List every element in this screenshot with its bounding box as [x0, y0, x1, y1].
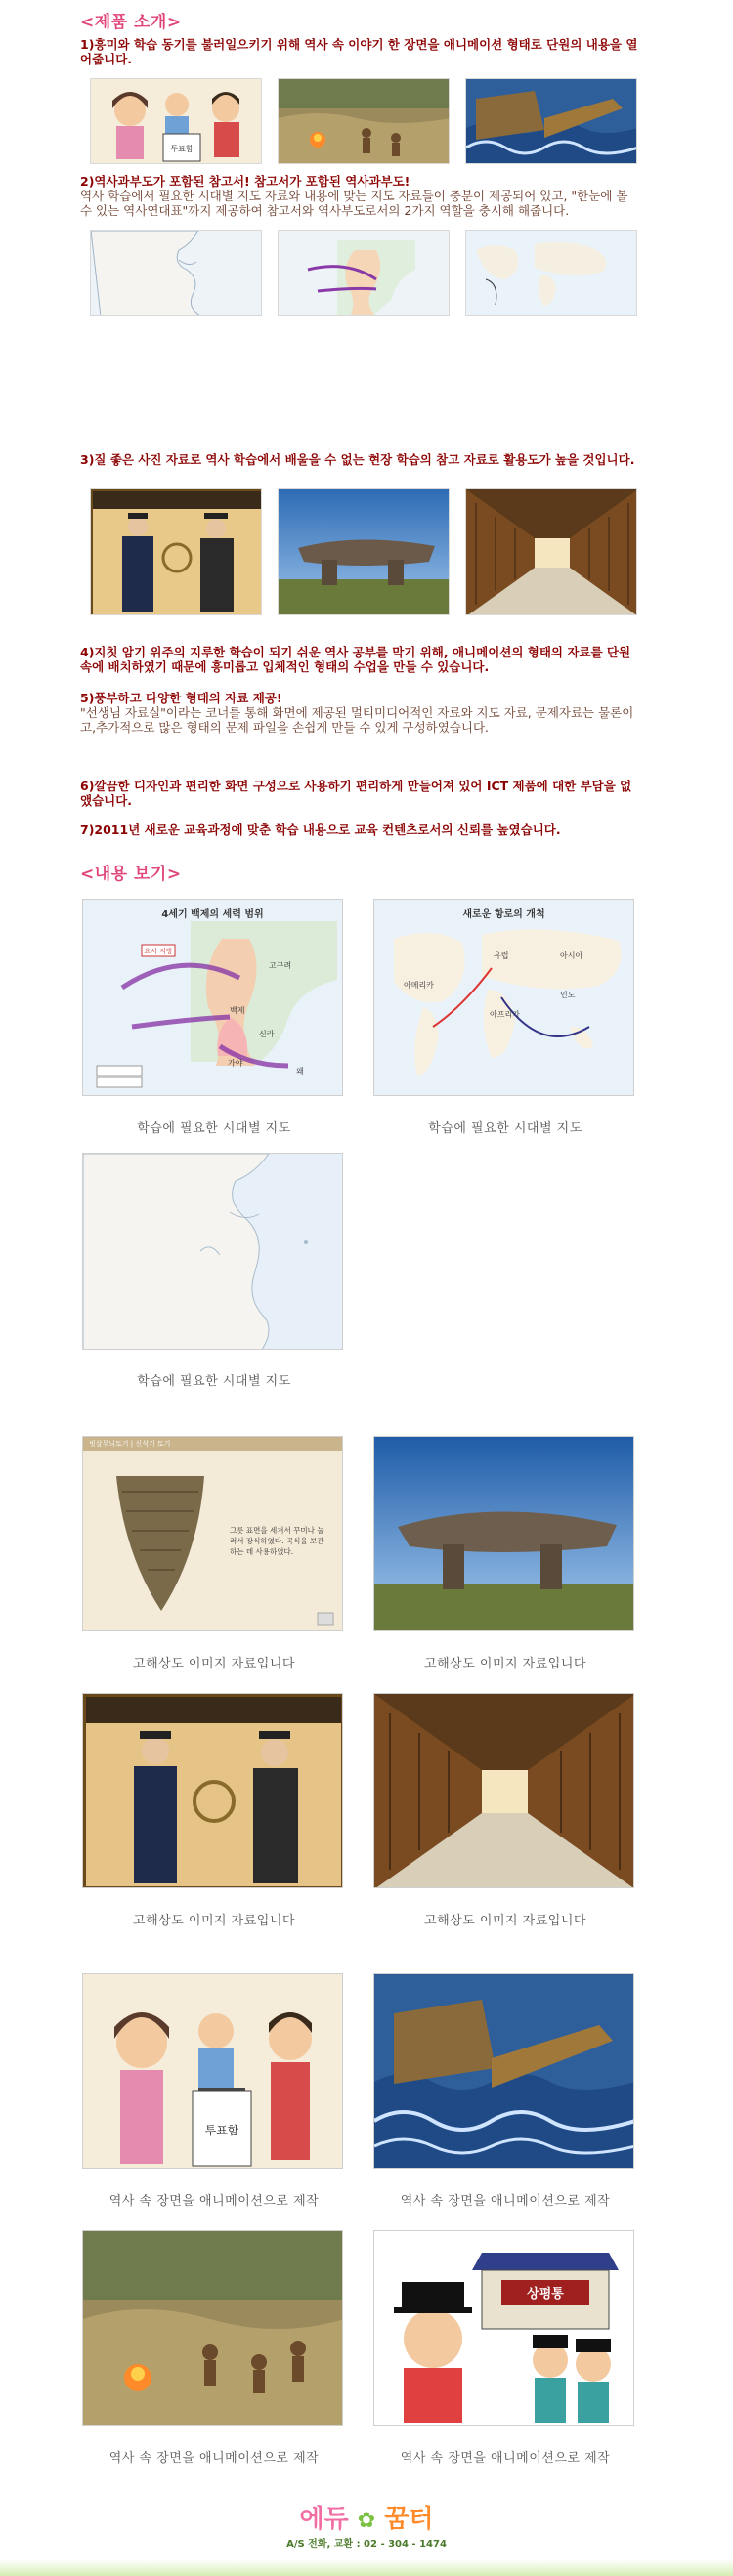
caption-anim-2: 역사 속 장면을 애니메이션으로 제작 [400, 2194, 611, 2209]
footer-logo [0, 2499, 733, 2535]
map2-label-asia: 아시아 [560, 951, 583, 960]
intro-paragraph-1: 1)흥미와 학습 동기를 불러일으키기 위해 역사 속 이야기 한 장면을 애니메이션 형태로 단원의 내용을 열어줍니다. [80, 37, 638, 66]
map1-label-wae: 왜 [296, 1067, 304, 1076]
map-world-title: 새로운 항로의 개척 [462, 909, 545, 920]
intro-paragraph-2-head: 2)역사과부도가 포함된 참고서! 참고서가 포함된 역사과부도! [80, 174, 410, 189]
intro-paragraph-2-body: 역사 학습에서 필요한 시대별 지도 자료와 내용에 맞는 지도 자료들이 충분이 제공되어 있고, "한눈에 볼 수 있는 역사연대표"까지 제공하여 참고서와 역사부도로서의 2가지 역할을 충시해 해줍니다. [80, 189, 628, 218]
footer-contact-info: A/S 전화, 교환 : 02 - 304 - 1474 [286, 2539, 447, 2550]
footer-bottom-bar [0, 2559, 733, 2576]
intro-section-title: <제품 소개> [80, 13, 182, 32]
intro-paragraph-7: 7)2011년 새로운 교육과정에 맞춘 학습 내용으로 교육 컨텐츠로서의 신뢰를 높였습니다. [80, 823, 561, 837]
turtle-ship-frame [373, 1973, 634, 2169]
pottery-header: 빗살무늬토기 | 신석기 토기 [83, 1437, 343, 1451]
thumb-turtle-ship-sea [465, 78, 637, 164]
election-cartoon-frame [82, 1973, 343, 2169]
thumb-baekje-map-small [278, 230, 450, 316]
intro-paragraph-2 [80, 174, 642, 218]
pottery-note: 그릇 표면을 세겨서 꾸미나 눌러서 장식하였다. 곡식을 보관하는 데 사용하였다. [230, 1526, 324, 1556]
caption-hires-2: 고해상도 이미지 자료입니다 [424, 1657, 586, 1671]
map2-label-america: 아메리카 [404, 981, 434, 990]
intro-paragraph-6: 6)깔끔한 디자인과 편리한 화면 구성으로 사용하기 편리하게 만들어져 있어 ICT 제품에 대한 부담을 없앴습니다. [80, 779, 632, 808]
caption-anim-4: 역사 속 장면을 애니메이션으로 제작 [400, 2451, 611, 2466]
content-section-title: <내용 보기> [80, 865, 182, 884]
missionaries-frame [82, 1693, 343, 1888]
map2-label-europe: 유럽 [494, 951, 509, 960]
map1-label-baekje: 백제 [230, 1006, 245, 1015]
thumb-korea-map [90, 230, 262, 316]
map1-label-silla: 신라 [259, 1030, 275, 1038]
caption-map-1: 학습에 필요한 시대별 지도 [137, 1121, 291, 1136]
map-korea-frame [82, 1153, 343, 1350]
thumb-world-map-small [465, 230, 637, 316]
shop-sign-label: 상평통 [527, 2287, 564, 2302]
intro-paragraph-5-head: 5)풍부하고 다양한 형태의 자료 제공! [80, 691, 282, 705]
clover-icon: ✿ [357, 2509, 376, 2533]
map1-label-goguryeo: 고구려 [269, 961, 292, 970]
ballot-box-label-large: 투표함 [204, 2124, 239, 2137]
map2-label-africa: 아프리카 [490, 1010, 520, 1019]
thumb-missionaries-painting [90, 488, 262, 615]
intro-paragraph-3: 3)질 좋은 사진 자료로 역사 학습에서 배울을 수 없는 현장 학습의 참고 자료로 활용도가 높을 것입니다. [80, 452, 635, 467]
officials-cartoon-frame [373, 2230, 634, 2426]
prehistoric-camp-frame [82, 2230, 343, 2426]
caption-map-3: 학습에 필요한 시대별 지도 [137, 1374, 291, 1389]
ballot-box-label: 투표함 [170, 145, 194, 153]
caption-anim-1: 역사 속 장면을 애니메이션으로 제작 [108, 2194, 320, 2209]
caption-hires-4: 고해상도 이미지 자료입니다 [424, 1914, 586, 1928]
map-baekje-frame [82, 899, 343, 1096]
footer-logo-part-b: 꿈터 [384, 2505, 434, 2534]
thumb-library-corridor [465, 488, 637, 615]
map1-label-gaya: 가야 [228, 1059, 243, 1068]
map2-label-india: 인도 [560, 991, 576, 999]
footer-logo-part-a: 에듀 [299, 2505, 349, 2534]
pottery-frame [82, 1436, 343, 1631]
intro-paragraph-4: 4)지칫 암기 위주의 지루한 학습이 되기 쉬운 역사 공부를 막기 위해, 애니메이션의 형태의 자료를 단원 속에 배치하였기 때문에 흥미롭고 입체적인 형태의 수업을 만들 수 있습니다. [80, 645, 631, 674]
map-world-frame [373, 899, 634, 1096]
caption-hires-1: 고해상도 이미지 자료입니다 [133, 1657, 295, 1671]
dolmen-frame [373, 1436, 634, 1631]
intro-paragraph-5-body: "선생님 자료실"이라는 코너를 통해 화면에 제공된 멀티미디어적인 자료와 지도 자료, 문제자료는 물론이고,추가적으로 많은 형태의 문제 파일을 손쉽게 만들 수 있게 구성하였습니다. [80, 705, 634, 735]
thumb-prehistoric-camp [278, 78, 450, 164]
caption-map-2: 학습에 필요한 시대별 지도 [428, 1121, 582, 1136]
map-baekje-title: 4세기 백제의 세력 범위 [161, 909, 264, 920]
thumb-dolmen-photo [278, 488, 450, 615]
library-frame [373, 1693, 634, 1888]
thumb-election-cartoon [90, 78, 262, 164]
intro-paragraph-5 [80, 691, 642, 735]
map1-label-yoseo: 요서 지방 [144, 948, 173, 955]
caption-anim-3: 역사 속 장면을 애니메이션으로 제작 [108, 2451, 320, 2466]
caption-hires-3: 고해상도 이미지 자료입니다 [133, 1914, 295, 1928]
